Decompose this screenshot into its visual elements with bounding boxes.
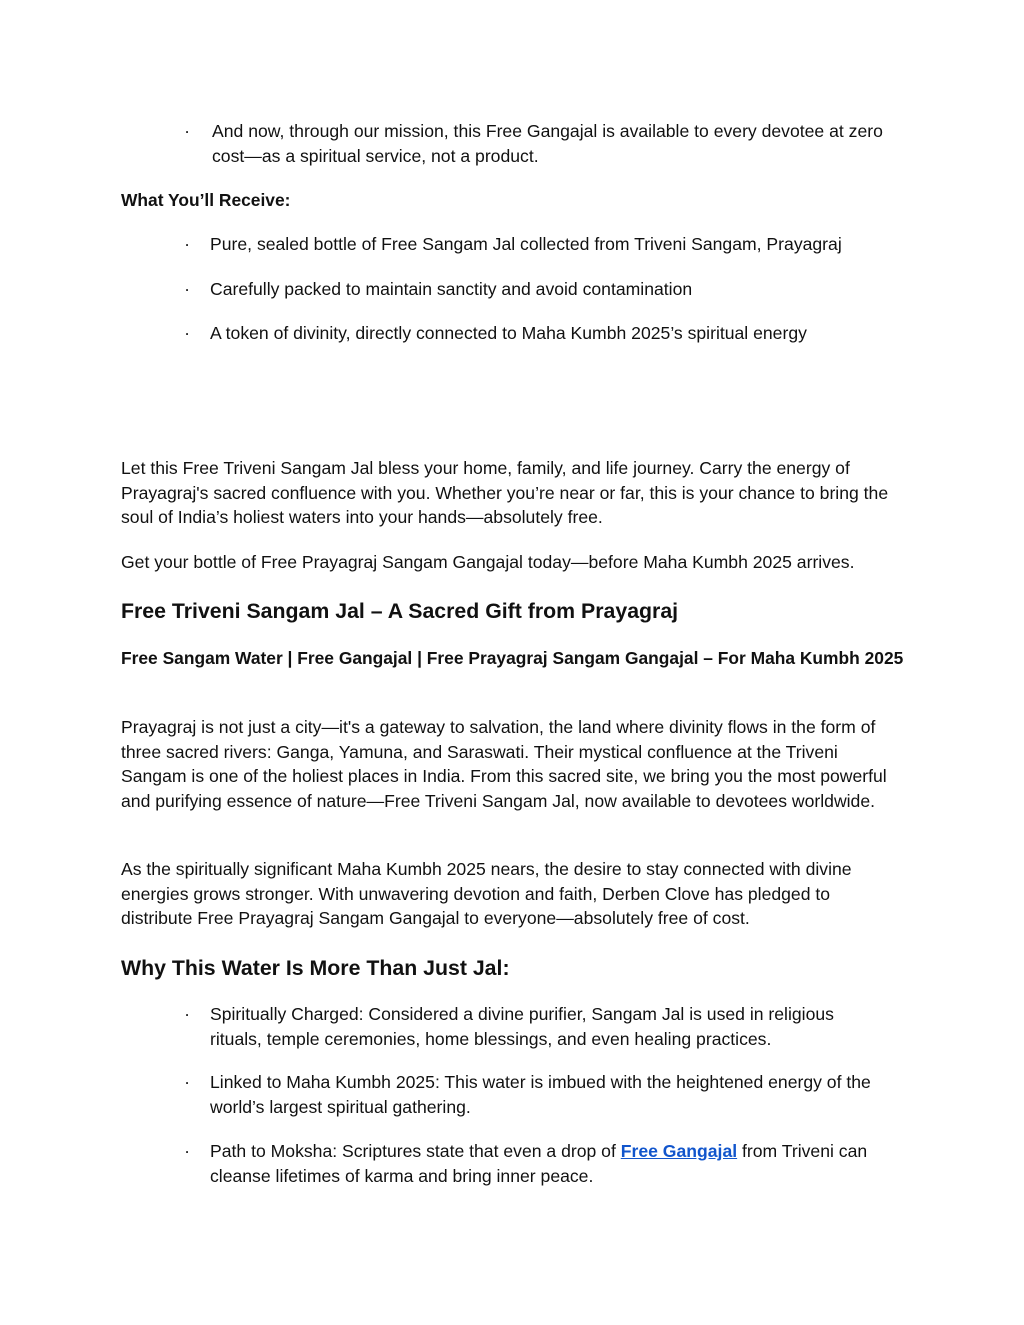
why-item-text-before: Path to Moksha: Scriptures state that even a drop of <box>210 1141 621 1161</box>
bullet-marker: · <box>184 1004 190 1024</box>
why-item-text <box>210 1139 910 1188</box>
kumbh-paragraph: As the spiritually significant Maha Kumbh 2025 nears, the desire to stay connected with divine energies grows stronger. With unwavering devotion and faith, Derben Clove has pledged to distribute Free Prayagraj Sangam Gangajal to everyone—absolutely free of cost. <box>121 859 852 928</box>
bullet-marker: · <box>184 279 190 299</box>
prayagraj-paragraph: Prayagraj is not just a city—it's a gateway to salvation, the land where divinity flows in the form of three sacred rivers: Ganga, Yamuna, and Saraswati. Their mystical confluence at the Triveni Sangam is one of the holiest places in India. From this sacred site, we bring you the most powerful and purifying essence of nature—Free Triveni Sangam Jal, now available to devotees worldwide. <box>121 717 887 811</box>
receive-item-text: A token of divinity, directly connected to Maha Kumbh 2025’s spiritual energy <box>210 323 807 343</box>
why-item-text: Linked to Maha Kumbh 2025: This water is imbued with the heightened energy of the world’s largest spiritual gathering. <box>210 1072 871 1117</box>
subheading: Free Sangam Water | Free Gangajal | Free Prayagraj Sangam Gangajal – For Maha Kumbh 2025 <box>121 648 904 668</box>
why-item-text-after: from Triveni can cleanse lifetimes of karma and bring inner peace. <box>210 1141 868 1186</box>
bullet-marker: · <box>184 1141 190 1161</box>
receive-item-text: Carefully packed to maintain sanctity and avoid contamination <box>210 279 693 299</box>
receive-item-text: Pure, sealed bottle of Free Sangam Jal collected from Triveni Sangam, Prayagraj <box>210 234 842 254</box>
bullet-marker: · <box>184 234 190 254</box>
why-item-text: Spiritually Charged: Considered a divine purifier, Sangam Jal is used in religious rituals, temple ceremonies, home blessings, and even healing practices. <box>210 1004 834 1049</box>
receive-heading: What You’ll Receive: <box>121 190 291 210</box>
bless-paragraph: Let this Free Triveni Sangam Jal bless your home, family, and life journey. Carry the energy of Prayagraj's sacred confluence with you. Whether you’re near or far, this is your chance to bring the soul of India’s holiest waters into your hands—absolutely free. <box>121 458 889 527</box>
get-bottle-paragraph: Get your bottle of Free Prayagraj Sangam Gangajal today—before Maha Kumbh 2025 arrives. <box>121 552 855 572</box>
bullet-marker: · <box>184 1072 190 1092</box>
bullet-marker: · <box>184 323 190 343</box>
section-heading: Free Triveni Sangam Jal – A Sacred Gift from Prayagraj <box>121 599 679 623</box>
intro-bullet-text: And now, through our mission, this Free Gangajal is available to every devotee at zero cost—as a spiritual service, not a product. <box>212 121 883 166</box>
free-gangajal-link[interactable]: Free Gangajal <box>620 1141 738 1161</box>
why-heading: Why This Water Is More Than Just Jal: <box>121 956 510 980</box>
bullet-marker: · <box>184 121 190 141</box>
